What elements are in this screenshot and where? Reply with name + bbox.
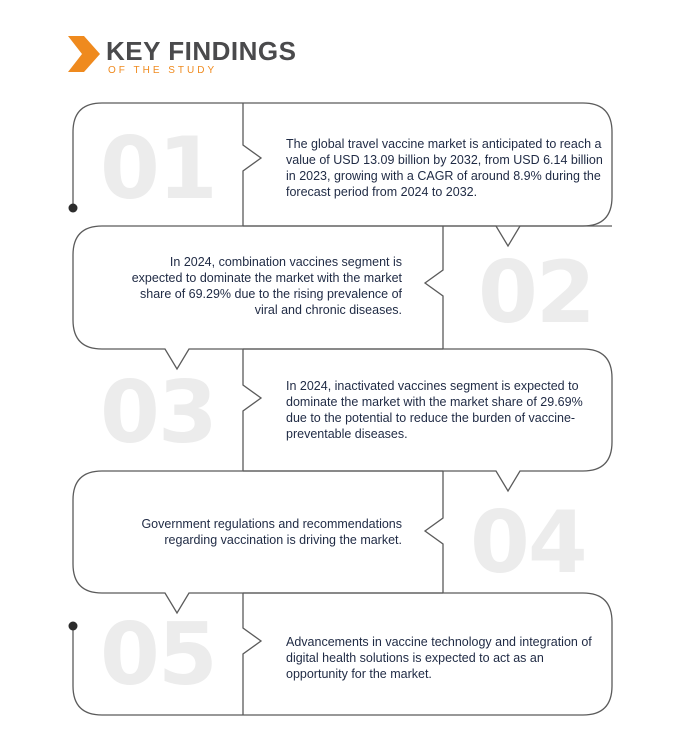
finding-text-04: Government regulations and recommendations regarding vaccination is driving the market. [141,517,402,547]
page-subtitle: OF THE STUDY [108,65,218,76]
page-title: KEY FINDINGS [106,36,297,66]
finding-text-02: In 2024, combination vaccines segment is expected to dominate the market with the market share of 69.29% due to the rising prevalence of viral and chronic diseases. [131,255,402,317]
finding-text-03: In 2024, inactivated vaccines segment is expected to dominate the market with the market share of 29.69% due to the potential to reduce the burden of vaccine-preventable diseases. [286,379,583,441]
finding-number-04: 04 [470,493,586,593]
finding-number-01: 01 [100,119,216,219]
finding-number-02: 02 [478,243,594,343]
finding-number-05: 05 [100,605,216,705]
finding-text-01: The global travel vaccine market is anticipated to reach a value of USD 13.09 billion by 2032, from USD 6.14 billion in 2023, growing with a CAGR of around 8.9% during the forecast period from 2024 to 2032. [286,137,603,199]
finding-number-03: 03 [100,363,216,463]
finding-text-05: Advancements in vaccine technology and integration of digital health solutions is expected to act as an opportunity for the market. [286,635,592,681]
